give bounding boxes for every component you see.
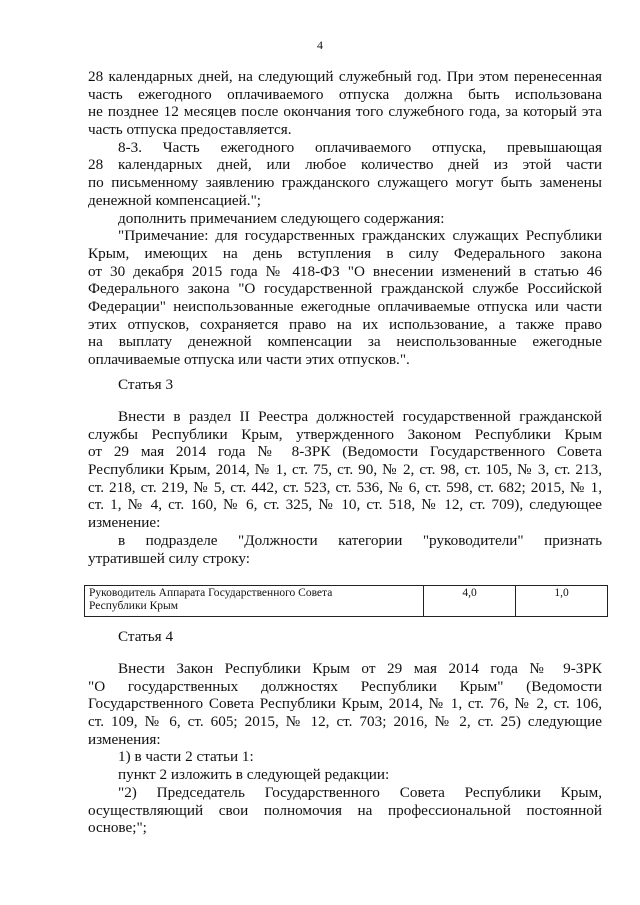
text-line: изменение: — [88, 514, 161, 532]
text-line: Внести Закон Республики Крым от 29 мая 2014 года № 9-ЗРК — [118, 660, 602, 677]
text-line: пункт 2 изложить в следующей редакции: — [118, 766, 390, 784]
text-block-article4 — [88, 660, 602, 837]
value-cell: 1,0 — [516, 586, 608, 617]
text-line: утратившей силу строку: — [88, 549, 251, 567]
article-4-heading: Статья 4 — [118, 628, 174, 645]
text-block-article2-end — [88, 68, 602, 369]
text-line: "О государственных должностях Республики Крым" (Ведомости — [88, 677, 602, 695]
text-line: часть отпуска предоставляется. — [88, 121, 292, 139]
text-line: 28 календарных дней, на следующий служебный год. При этом перенесенная — [88, 68, 602, 85]
text-line: ст. 109, № 6, ст. 605; 2015, № 12, ст. 703; 2016, № 2, ст. 25) следующие — [88, 713, 602, 731]
text-line: дополнить примечанием следующего содержания: — [118, 209, 445, 227]
article-3-heading: Статья 3 — [118, 376, 174, 393]
text-line: изменения: — [88, 730, 161, 748]
position-name-line: Республики Крым — [89, 600, 178, 612]
text-line: 1) в части 2 статьи 1: — [118, 748, 254, 766]
text-line: не позднее 12 месяцев после окончания того служебного года, за который эта — [88, 103, 602, 121]
page-number: 4 — [317, 38, 323, 52]
text-line: часть ежегодного оплачиваемого отпуска должна быть использована — [88, 85, 602, 103]
value-cell: 4,0 — [424, 586, 516, 617]
text-line: Внести в раздел II Реестра должностей государственной гражданской — [118, 408, 602, 425]
text-line: на выплату денежной компенсации за неиспользованные ежегодные — [88, 333, 602, 351]
text-line: ст. 218, ст. 219, № 5, ст. 442, ст. 523, ст. 536, № 6, ст. 598, ст. 682; 2015, № 1, — [88, 478, 602, 496]
text-line: в подразделе "Должности категории "руководители" признать — [118, 531, 602, 549]
text-line: службы Республики Крым, утвержденного Законом Республики Крым — [88, 425, 602, 443]
text-line: Федерального закона "О государственной гражданской службе Российской — [88, 280, 602, 298]
text-block-article3 — [88, 408, 602, 567]
text-line: Крым, имеющих на день вступления в силу Федерального закона — [88, 244, 602, 262]
table-row — [85, 586, 608, 617]
text-line: денежной компенсацией."; — [88, 191, 262, 209]
text-line: по письменному заявлению гражданского служащего могут быть заменены — [88, 174, 602, 192]
text-line: оплачиваемые отпуска или части этих отпусков.". — [88, 351, 410, 368]
registry-table — [84, 585, 608, 617]
text-line: от 29 мая 2014 года № 8-ЗРК (Ведомости Государственного Совета — [88, 443, 602, 461]
position-name-cell — [85, 586, 424, 617]
text-line: основе;"; — [88, 819, 147, 837]
text-line: Республики Крым, 2014, № 1, ст. 75, ст. 90, № 2, ст. 98, ст. 105, № 3, ст. 213, — [88, 461, 602, 479]
text-line: Государственного Совета Республики Крым, 2014, № 1, ст. 76, № 2, ст. 106, — [88, 695, 602, 713]
text-line: "Примечание: для государственных гражданских служащих Республики — [118, 227, 602, 245]
text-line: от 30 декабря 2015 года № 418-ФЗ "О внесении изменений в статью 46 — [88, 262, 602, 280]
text-line: ст. 1, № 4, ст. 160, № 6, ст. 325, № 10, ст. 518, № 12, ст. 709), следующее — [88, 496, 602, 514]
text-line: этих отпусков, сохраняется право на их использование, а также право — [88, 315, 602, 333]
text-line: Федерации" неиспользованные ежегодные оплачиваемые отпуска или части — [88, 297, 602, 315]
text-line: осуществляющий свои полномочия на профессиональной постоянной — [88, 801, 602, 819]
text-line: 8-3. Часть ежегодного оплачиваемого отпуска, превышающая — [118, 138, 602, 156]
text-line: "2) Председатель Государственного Совета Республики Крым, — [118, 783, 602, 801]
position-name-line: Руководитель Аппарата Государственного Совета — [89, 587, 333, 599]
text-line: 28 календарных дней, или любое количество дней из этой части — [88, 156, 602, 174]
